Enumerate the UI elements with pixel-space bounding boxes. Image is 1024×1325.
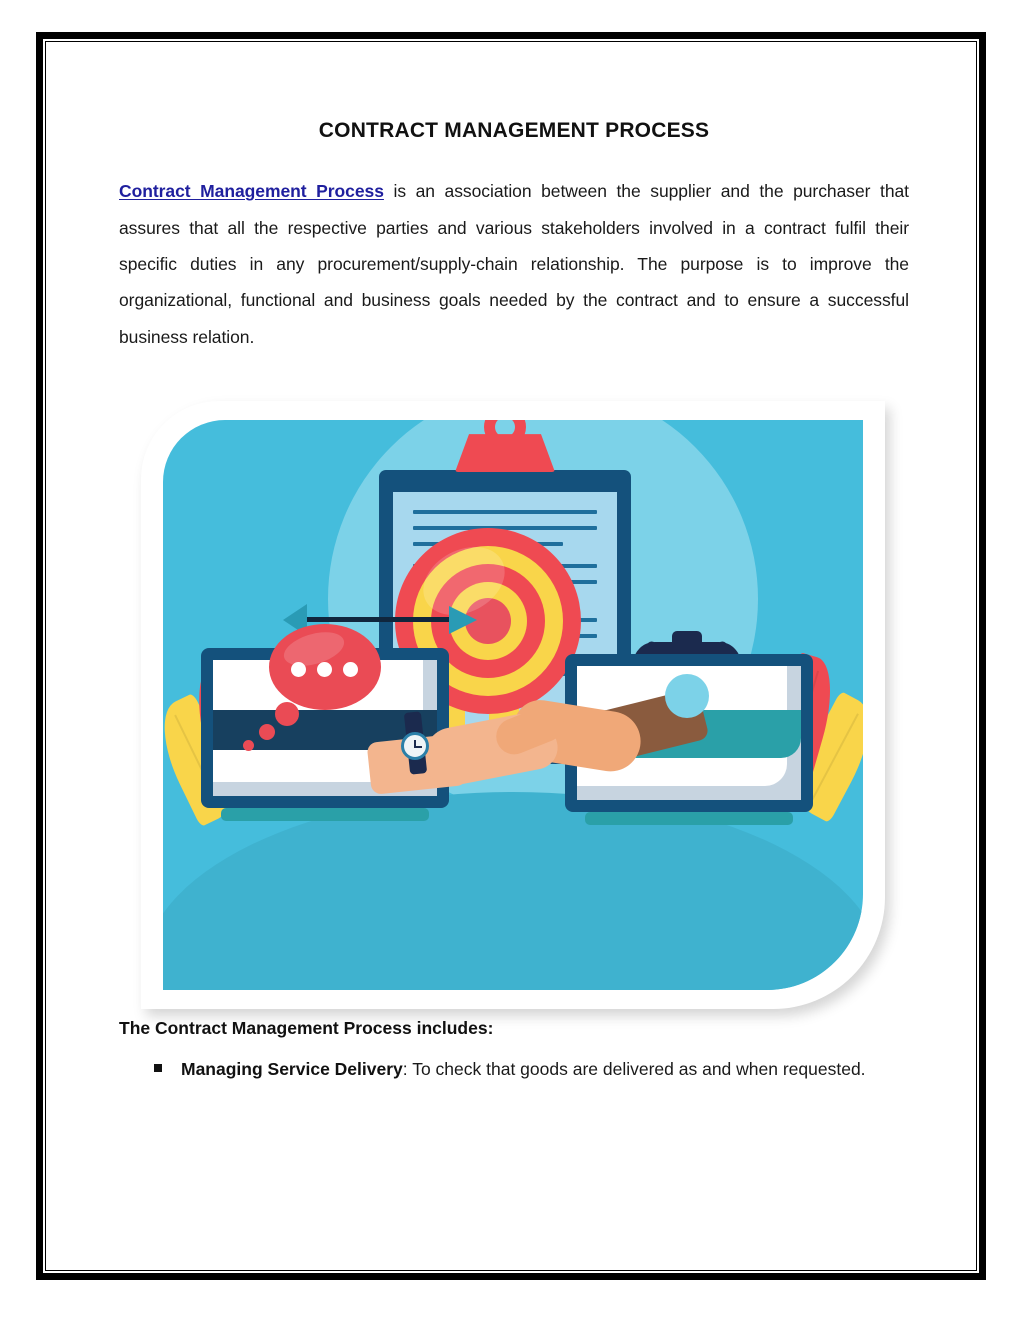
process-bullet-list <box>119 1041 909 1083</box>
intro-paragraph <box>119 143 909 355</box>
contract-management-process-link[interactable]: Contract Management Process <box>119 181 384 202</box>
bullet-marker-icon <box>154 1064 162 1072</box>
intro-paragraph-text: is an association between the supplier and the purchaser that assures that all the respective parties and various stakeholders involved in a contract fulfil their specific duties in any procurement/supply-chain relationship. The purpose is to improve the organizational, functional and business goals needed by the contract and to ensure a successful business relation. <box>119 181 909 347</box>
illustration <box>141 401 885 1015</box>
list-item <box>119 1055 909 1083</box>
arrow-shaft-icon <box>299 617 459 622</box>
page-title: CONTRACT MANAGEMENT PROCESS <box>318 119 710 142</box>
wristwatch-face-icon <box>401 732 429 760</box>
illustration-canvas <box>163 420 863 990</box>
section-heading: The Contract Management Process includes: <box>119 1018 494 1039</box>
document-content <box>119 60 909 1083</box>
arrow-head-icon <box>449 606 477 634</box>
speech-bubble-tail-icon <box>275 702 299 726</box>
list-item-description: : To check that goods are delivered as and when requested. <box>402 1059 866 1080</box>
speech-bubble-icon <box>269 624 381 710</box>
list-item-term: Managing Service Delivery <box>181 1059 403 1080</box>
